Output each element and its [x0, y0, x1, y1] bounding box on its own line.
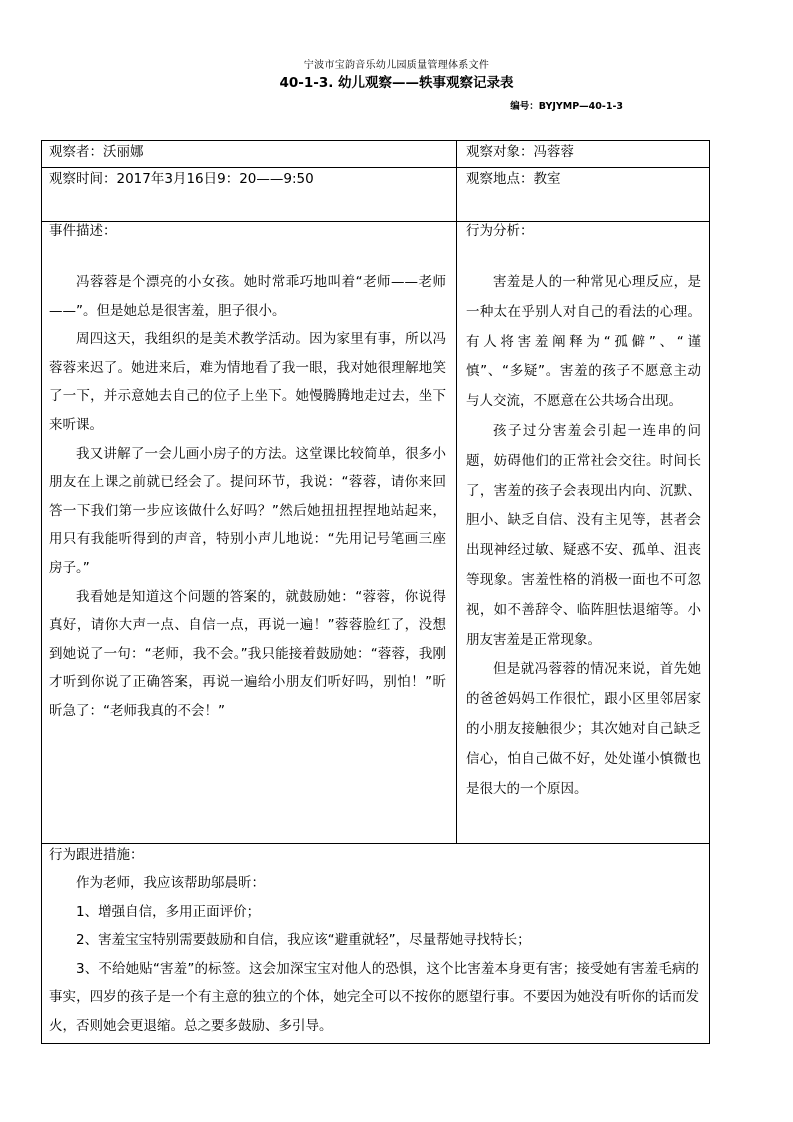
time-cell: 观察时间：2017年3月16日9：20——9:50: [49, 171, 314, 187]
event-paragraph: 我又讲解了一会儿画小房子的方法。这堂课比较简单，很多小朋友在上课之前就已经会了。提问环节，我说：“蓉蓉，请你来回答一下我们第一步应该做什么好吗？”然后她扭扭捏捏地站起来，用只有我能听得到的声音，特别小声儿地说：“先用记号笔画三座房子。”: [49, 445, 446, 576]
follow-up-measures-label: 行为跟进措施：: [49, 847, 144, 863]
event-description-text: [49, 268, 446, 726]
behavior-analysis-text: [466, 268, 701, 804]
event-description-label: 事件描述：: [49, 223, 117, 239]
measures-item: 3、不给她贴“害羞”的标签。这会加深宝宝对他人的恐惧，这个比害羞本身更有害；接受她有害羞毛病的事实，四岁的孩子是一个有主意的独立的个体，她完全可以不按你的愿望行事。不要因为她没有听你的话而发火，否则她会更退缩。总之要多鼓励、多引导。: [49, 960, 699, 1034]
document-code: 编号：BYJYMP—40-1-3: [510, 101, 623, 112]
event-paragraph: 我看她是知道这个问题的答案的，就鼓励她：“蓉蓉，你说得真好，请你大声一点、自信一点，再说一遍！”蓉蓉脸红了，没想到她说了一句：“老师，我不会。”我只能接着鼓励她：“蓉蓉，我刚才听到你说了正确答案，再说一遍给小朋友们听好吗，别怕！”昕昕急了：“老师我真的不会！”: [49, 588, 446, 719]
event-paragraph: 周四这天，我组织的是美术教学活动。因为家里有事，所以冯蓉蓉来迟了。她进来后，难为情地看了我一眼，我对她很理解地笑了一下，并示意她去自己的位子上坐下。她慢腾腾地走过去，坐下来听课。: [49, 331, 446, 433]
follow-up-measures-text: [49, 869, 699, 1041]
behavior-analysis-label: 行为分析：: [466, 223, 534, 239]
document-title: 40-1-3. 幼儿观察——轶事观察记录表: [279, 75, 514, 91]
analysis-paragraph: 但是就冯蓉蓉的情况来说，首先她的爸爸妈妈工作很忙，跟小区里邻居家的小朋友接触很少；其次她对自己缺乏信心，怕自己做不好，处处谨小慎微也是很大的一个原因。: [466, 661, 701, 797]
measures-item: 1、增强自信，多用正面评价；: [76, 903, 261, 920]
subject-cell: 观察对象：冯蓉蓉: [466, 144, 574, 160]
place-cell: 观察地点：教室: [466, 171, 561, 187]
analysis-paragraph: 孩子过分害羞会引起一连串的问题，妨碍他们的正常社会交往。时间长了，害羞的孩子会表现出内向、沉默、胆小、缺乏自信、没有主见等，甚者会出现神经过敏、疑惑不安、孤单、沮丧等现象。害羞性格的消极一面也不可忽视，如不善辞令、临阵胆怯退缩等。小朋友害羞是正常现象。: [466, 422, 701, 648]
measures-intro: 作为老师，我应该帮助邬晨昕：: [76, 875, 265, 891]
column-divider: [456, 141, 457, 843]
event-paragraph: 冯蓉蓉是个漂亮的小女孩。她时常乖巧地叫着“老师——老师——”。但是她总是很害羞，胆子很小。: [49, 274, 446, 319]
measures-item: 2、害羞宝宝特别需要鼓励和自信，我应该“避重就轻”，尽量帮她寻找特长；: [76, 932, 531, 949]
row-divider: [42, 221, 709, 222]
document-organization: 宁波市宝韵音乐幼儿园质量管理体系文件: [303, 60, 490, 71]
observation-record-table: [41, 140, 710, 1044]
observer-cell: 观察者：沃丽娜: [49, 144, 144, 160]
analysis-paragraph: 害羞是人的一种常见心理反应，是一种太在乎别人对自己的看法的心理。有人将害羞阐释为“孤僻”、“谨慎”、“多疑”。害羞的孩子不愿意主动与人交流，不愿意在公共场合出现。: [466, 274, 701, 410]
